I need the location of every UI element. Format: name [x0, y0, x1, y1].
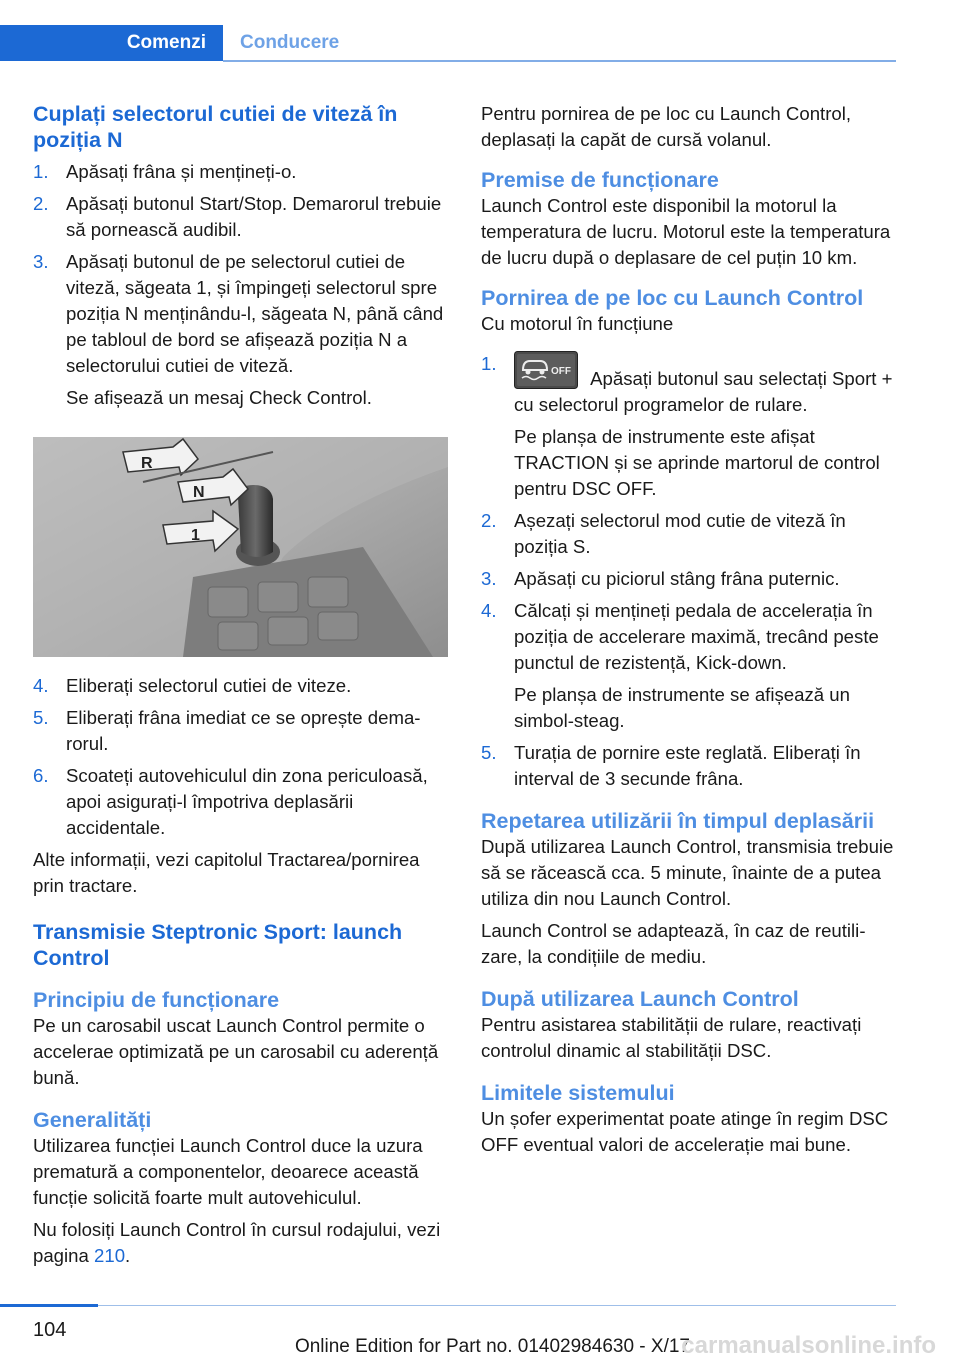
- step-text: Apăsați cu piciorul stâng frâna puternic.: [514, 568, 840, 589]
- list-item: [33, 763, 451, 841]
- step-number: 5.: [33, 707, 49, 728]
- after-text: Pentru asistarea stabilității de rulare, reactivați controlul dinamic al stabilității DSC.: [481, 1014, 862, 1061]
- list-item: [481, 598, 899, 734]
- arrow-r-label: R: [141, 455, 153, 472]
- steps-list-right: [481, 351, 899, 792]
- tab-comenzi[interactable]: Comenzi: [0, 25, 223, 61]
- rodaj-text: [33, 1217, 451, 1269]
- gear-selector-photo: [33, 437, 448, 657]
- step-text: Apăsați butonul de pe selectorul cutiei de viteză, săgeata 1, și împingeți selectorul spre poziția N menținându-l, săgeata N, până când pe tabloul de bord se afișează poziția N a selectorului cutiei de viteză.: [66, 251, 444, 376]
- heading-limits: Limitele sistemului: [481, 1081, 675, 1105]
- arrow-n-label: N: [193, 484, 205, 501]
- step-text: Turația de pornire este reglată. Eliberați în interval de 3 secunde frâna.: [514, 742, 861, 789]
- list-item: [33, 249, 451, 411]
- heading-principle: Principiu de funcționare: [33, 988, 280, 1012]
- dsc-off-label: OFF: [551, 366, 571, 377]
- more-info-text: Alte informații, vezi capitolul Tractarea/pornirea prin tractare.: [33, 849, 420, 896]
- rodaj-text-post: .: [125, 1245, 131, 1266]
- step-text: Călcați și mențineți pedala de accelerația în poziția de accelerare maximă, trecând peste punctul de rezistență, Kick-down.: [514, 600, 879, 673]
- step-text: Apăsați butonul sau selectați Sport + cu selectorul programelor de rulare.: [514, 368, 893, 415]
- step-number: 2.: [481, 510, 497, 531]
- dsc-off-icon: [514, 351, 578, 389]
- list-item: [33, 705, 451, 757]
- repeat-text-2: Launch Control se adaptează, în caz de reutilizare, la condițiile de mediu.: [481, 920, 866, 967]
- step-number: 2.: [33, 193, 49, 214]
- arrow-1-label: 1: [191, 527, 200, 544]
- step-number: 1.: [481, 353, 497, 374]
- step-number: 3.: [481, 568, 497, 589]
- step-number: 3.: [33, 251, 49, 272]
- tab-conducere[interactable]: Conducere: [240, 32, 340, 53]
- list-item: [481, 566, 899, 592]
- step-text: Eliberați frâna imediat ce se oprește demarorul.: [66, 707, 421, 754]
- step-note: Pe planșa de instrumente se afișează un simbol-steag.: [514, 684, 850, 731]
- intro-text: Pentru pornirea de pe loc cu Launch Control, deplasați la capăt de cursă volanul.: [481, 103, 852, 150]
- right-column: [481, 101, 899, 1158]
- start-subtitle: Cu motorul în funcțiune: [481, 313, 674, 334]
- heading-after: După utilizarea Launch Control: [481, 987, 799, 1011]
- steps-list-b: [33, 673, 451, 841]
- list-item: [33, 159, 451, 185]
- repeat-text: După utilizarea Launch Control, transmisia trebuie să se răcească cca. 5 minute, înainte de a putea utiliza din nou Launch Control.: [481, 836, 894, 909]
- step-text: Eliberați selectorul cutiei de viteze.: [66, 675, 352, 696]
- step-text: Apăsați frâna și mențineți-o.: [66, 161, 297, 182]
- steps-list-a: [33, 159, 451, 411]
- step-number: 4.: [33, 675, 49, 696]
- edition-text: Online Edition for Part no. 01402984630 - X/17: [294, 1336, 690, 1357]
- heading-start: Pornirea de pe loc cu Launch Control: [481, 286, 864, 310]
- left-column: [33, 101, 451, 1269]
- step-number: 4.: [481, 600, 497, 621]
- rodaj-text-pre: Nu folosiți Launch Control în cursul rodajului, vezi pagina: [33, 1219, 441, 1266]
- step-number: 1.: [33, 161, 49, 182]
- list-item: [481, 740, 899, 792]
- step-number: 5.: [481, 742, 497, 763]
- chapter-tabs: [0, 25, 896, 62]
- watermark: carmanualsonline.info: [681, 1332, 936, 1359]
- header-rule: [223, 60, 896, 62]
- general-text: Utilizarea funcției Launch Control duce la uzura prematură a componentelor, deoarece această funcție solicită foarte mult autovehiculul.: [33, 1135, 423, 1208]
- step-text: Scoateți autovehiculul din zona periculoasă, apoi asigurați-l împotriva deplasării accidentale.: [66, 765, 428, 838]
- step-number: 6.: [33, 765, 49, 786]
- limits-text: Un șofer experimentat poate atinge în regim DSC OFF eventual valori de accelerație mai bune.: [481, 1108, 889, 1155]
- list-item: [481, 508, 899, 560]
- heading-general: Generalități: [33, 1108, 152, 1132]
- heading-launch-control: Transmisie Steptronic Sport: launch Control: [33, 920, 403, 970]
- page-ref-link[interactable]: 210: [94, 1245, 126, 1266]
- list-item: [33, 191, 451, 243]
- step-text: Așezați selectorul mod cutie de viteză în poziția S.: [514, 510, 846, 557]
- principle-text: Pe un carosabil uscat Launch Control permite o accelerae optimizată pe un carosabil cu aderență bună.: [33, 1015, 439, 1088]
- premise-text: Launch Control este disponibil la motorul la temperatura de lucru. Motorul este la temperatura de lucru după o deplasare de cel puțin 10 km.: [481, 195, 891, 268]
- step-note: Se afișează un mesaj Check Control.: [66, 387, 372, 408]
- page-number: 104: [33, 1319, 67, 1341]
- heading-coupling: Cuplați selectorul cutiei de viteză în poziția N: [33, 102, 398, 152]
- list-item: [33, 673, 451, 699]
- footer-rule: [0, 1304, 98, 1307]
- step-text: Apăsați butonul Start/Stop. Demarorul trebuie să pornească audibil.: [66, 193, 442, 240]
- heading-premise: Premise de funcționare: [481, 168, 719, 192]
- footer-rule-thin: [98, 1305, 896, 1306]
- list-item: [481, 351, 899, 502]
- heading-repeat: Repetarea utilizării în timpul deplasării: [481, 809, 875, 833]
- step-note: Pe planșa de instrumente este afișat TRACTION și se aprinde martorul de control pentru DSC OFF.: [514, 426, 880, 499]
